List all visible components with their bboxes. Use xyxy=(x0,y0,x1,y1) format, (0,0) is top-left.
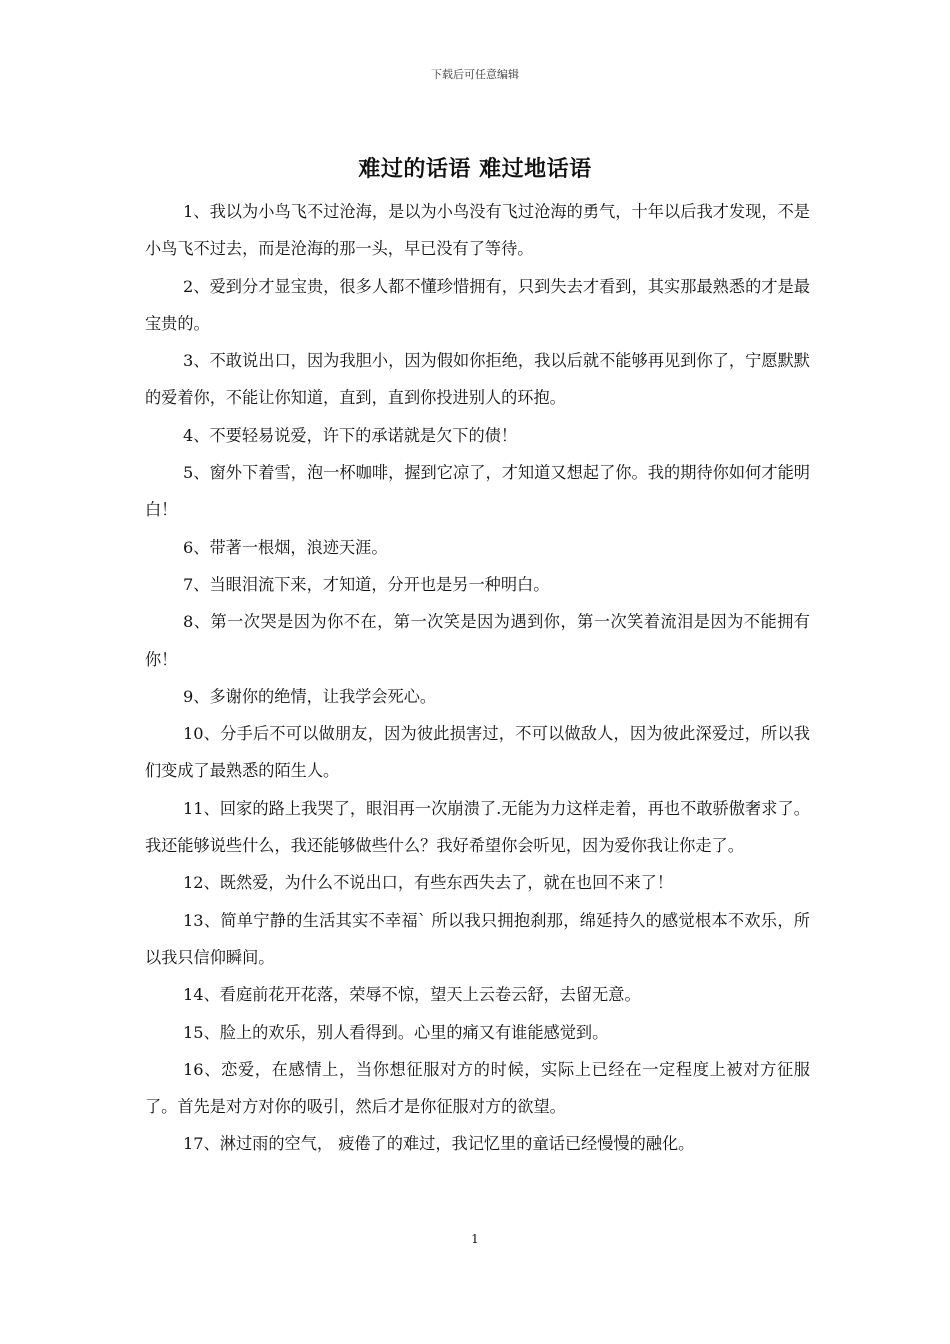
paragraph-1: 1、我以为小鸟飞不过沧海，是以为小鸟没有飞过沧海的勇气，十年以后我才发现，不是小鸟飞不过去，而是沧海的那一头，早已没有了等待。 xyxy=(145,202,810,259)
page-header-note: 下载后可任意编辑 xyxy=(431,68,519,81)
paragraph-17: 17、淋过雨的空气， 疲倦了的难过，我记忆里的童话已经慢慢的融化。 xyxy=(183,1134,695,1154)
paragraph-8: 8、第一次哭是因为你不在，第一次笑是因为遇到你，第一次笑着流泪是因为不能拥有你！ xyxy=(145,612,810,669)
paragraph-6: 6、带著一根烟，浪迹天涯。 xyxy=(183,537,388,557)
paragraph-10: 10、分手后不可以做朋友，因为彼此损害过，不可以做敌人，因为彼此深爱过，所以我们变成了最熟悉的陌生人。 xyxy=(145,724,810,781)
paragraph-2: 2、爱到分才显宝贵，很多人都不懂珍惜拥有，只到失去才看到，其实那最熟悉的才是最宝贵的。 xyxy=(145,276,810,333)
paragraph-14: 14、看庭前花开花落，荣辱不惊，望天上云卷云舒，去留无意。 xyxy=(183,985,641,1005)
paragraph-15: 15、脸上的欢乐，别人看得到。心里的痛又有谁能感觉到。 xyxy=(183,1022,609,1042)
document-title: 难过的话语 难过地话语 xyxy=(358,156,592,182)
paragraph-4: 4、不要轻易说爱，许下的承诺就是欠下的债！ xyxy=(183,425,518,445)
paragraph-5: 5、窗外下着雪，泡一杯咖啡，握到它凉了，才知道又想起了你。我的期待你如何才能明白！ xyxy=(145,463,810,520)
paragraph-13: 13、简单宁静的生活其实不幸福` 所以我只拥抱刹那，绵延持久的感觉根本不欢乐，所以我只信仰瞬间。 xyxy=(145,910,810,967)
paragraph-16: 16、恋爱，在感情上，当你想征服对方的时候，实际上已经在一定程度上被对方征服了。首先是对方对你的吸引，然后才是你征服对方的欲望。 xyxy=(145,1059,810,1117)
page-number: 1 xyxy=(471,1232,479,1246)
paragraph-9: 9、多谢你的绝情，让我学会死心。 xyxy=(183,686,437,706)
document-body xyxy=(145,193,810,1163)
paragraph-12: 12、既然爱，为什么不说出口，有些东西失去了，就在也回不来了！ xyxy=(183,873,674,893)
paragraph-11: 11、回家的路上我哭了，眼泪再一次崩溃了.无能为力这样走着，再也不敢骄傲奢求了。我还能够说些什么，我还能够做些什么？我好希望你会听见，因为爱你我让你走了。 xyxy=(145,798,810,856)
paragraph-7: 7、当眼泪流下来，才知道，分开也是另一种明白。 xyxy=(183,574,550,594)
paragraph-3: 3、不敢说出口，因为我胆小，因为假如你拒绝，我以后就不能够再见到你了，宁愿默默的爱着你，不能让你知道，直到，直到你投进别人的环抱。 xyxy=(145,351,810,408)
